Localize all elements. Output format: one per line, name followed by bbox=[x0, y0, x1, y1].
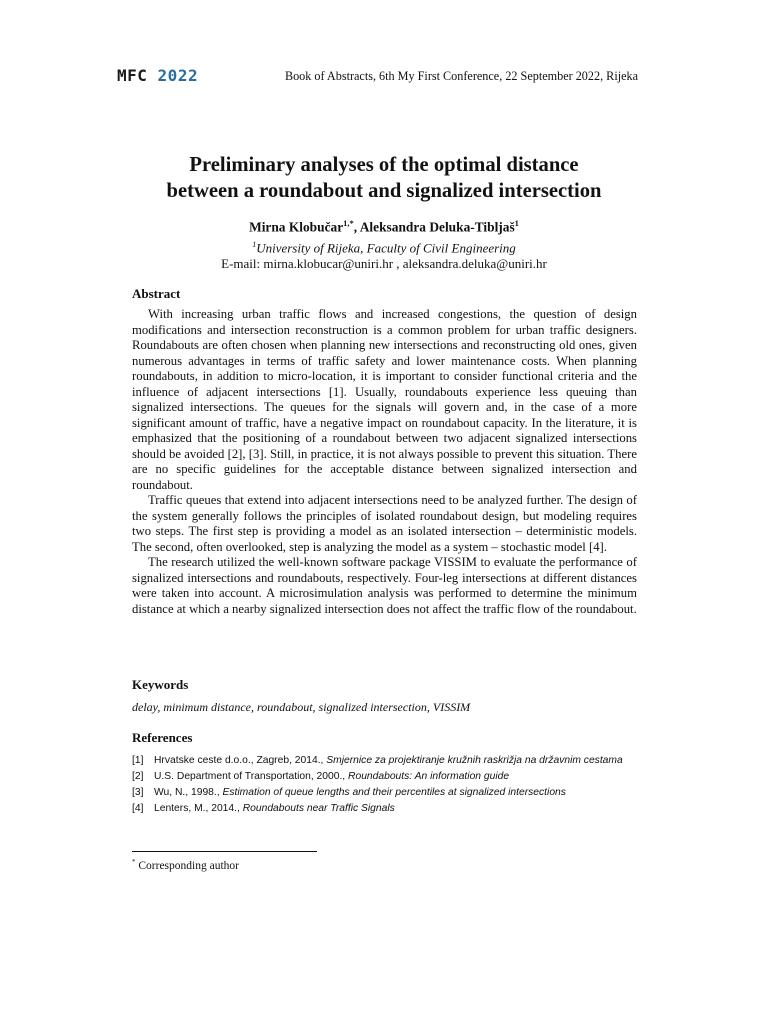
page-header bbox=[117, 66, 638, 88]
author-1-marks: 1,* bbox=[343, 218, 354, 228]
reference-title: Roundabouts: An information guide bbox=[348, 771, 510, 782]
book-info: Book of Abstracts, 6th My First Conference, 22 September 2022, Rijeka bbox=[284, 69, 638, 83]
reference-number: [2] bbox=[132, 771, 144, 782]
affiliation-text: University of Rijeka, Faculty of Civil Engineering bbox=[256, 240, 516, 256]
reference-text bbox=[154, 801, 642, 816]
footnote-text: Corresponding author bbox=[135, 859, 239, 872]
references-heading: References bbox=[132, 730, 193, 745]
logo-prefix: MFC bbox=[117, 66, 148, 85]
author-1: Mirna Klobučar bbox=[249, 219, 344, 235]
abstract-paragraph: The research utilized the well-known software package VISSIM to evaluate the performance of signalized intersections and roundabouts, respectively. Four-leg intersections at different distances were taken into account. A microsimulation analysis was performed to determine the minimum distance at which a nearby signalized intersection does not affect the traffic flow of the roundabout. bbox=[132, 555, 637, 616]
abstract-paragraph: Traffic queues that extend into adjacent intersections need to be analyzed further. The design of the system generally follows the principles of isolated roundabout design, but modeling requires two steps. The first step is providing a model as an isolated intersection – deterministic models. The second, often overlooked, step is analyzing the model as a system – stochastic model [4]. bbox=[132, 493, 637, 554]
title-line-1: Preliminary analyses of the optimal distance bbox=[189, 154, 579, 176]
reference-number: [1] bbox=[132, 755, 144, 766]
reference-text bbox=[154, 785, 642, 800]
contact-email: E-mail: mirna.klobucar@uniri.hr , aleksandra.deluka@uniri.hr bbox=[221, 256, 547, 271]
reference-title: Roundabouts near Traffic Signals bbox=[242, 803, 395, 814]
reference-number: [3] bbox=[132, 787, 144, 798]
reference-item bbox=[132, 785, 642, 800]
footnote bbox=[132, 858, 239, 872]
affiliation-mark: 1 bbox=[252, 240, 257, 249]
keywords-text: delay, minimum distance, roundabout, signalized intersection, VISSIM bbox=[132, 700, 471, 714]
logo-year: 2022 bbox=[157, 66, 199, 85]
reference-number: [4] bbox=[132, 803, 144, 814]
reference-text bbox=[154, 753, 642, 768]
keywords-heading: Keywords bbox=[132, 677, 189, 692]
reference-item bbox=[132, 753, 642, 768]
affiliation bbox=[100, 240, 668, 256]
title-line-2: between a roundabout and signalized intersection bbox=[166, 180, 602, 202]
reference-source: Lenters, M., 2014., bbox=[154, 803, 243, 814]
author-2-marks: 1 bbox=[514, 218, 519, 228]
reference-source: U.S. Department of Transportation, 2000., bbox=[154, 771, 349, 782]
footnote-mark: * bbox=[132, 858, 136, 866]
abstract-heading: Abstract bbox=[132, 286, 181, 301]
abstract-body bbox=[132, 307, 637, 617]
reference-source: Hrvatske ceste d.o.o., Zagreb, 2014., bbox=[154, 755, 327, 766]
reference-item bbox=[132, 801, 642, 816]
author-separator: , bbox=[353, 219, 360, 235]
reference-text bbox=[154, 769, 642, 784]
reference-list bbox=[132, 753, 642, 817]
conference-logo bbox=[117, 66, 198, 85]
reference-title: Estimation of queue lengths and their percentiles at signalized intersections bbox=[222, 787, 566, 798]
author-2: Aleksandra Deluka-Tibljaš bbox=[359, 219, 515, 235]
abstract-paragraph: With increasing urban traffic flows and increased congestions, the question of design modifications and intersection reconstruction is a common problem for urban traffic designers. Roundabouts are often chosen when planning new intersections and reconstructing old ones, given numerous advantages in terms of traffic safety and lower maintenance costs. When planning roundabouts, in addition to micro-location, it is important to consider functional criteria and the influence of adjacent intersections [1]. Usually, roundabouts experience less queuing than signalized intersections. The queues for the signals will govern and, in the case of a more significant amount of traffic, have a negative impact on roundabout capacity. In the literature, it is emphasized that the positioning of a roundabout between two adjacent signalized intersections should be avoided [2], [3]. Still, in practice, it is not always possible to prevent this situation. There are no specific guidelines for the acceptable distance between signalized intersection and roundabout. bbox=[132, 307, 637, 492]
reference-title: Smjernice za projektiranje kružnih raskrižja na državnim cestama bbox=[326, 755, 623, 766]
author-list bbox=[100, 218, 668, 235]
footnote-divider bbox=[132, 851, 317, 852]
paper-title bbox=[100, 152, 668, 204]
reference-source: Wu, N., 1998., bbox=[154, 787, 223, 798]
reference-item bbox=[132, 769, 642, 784]
